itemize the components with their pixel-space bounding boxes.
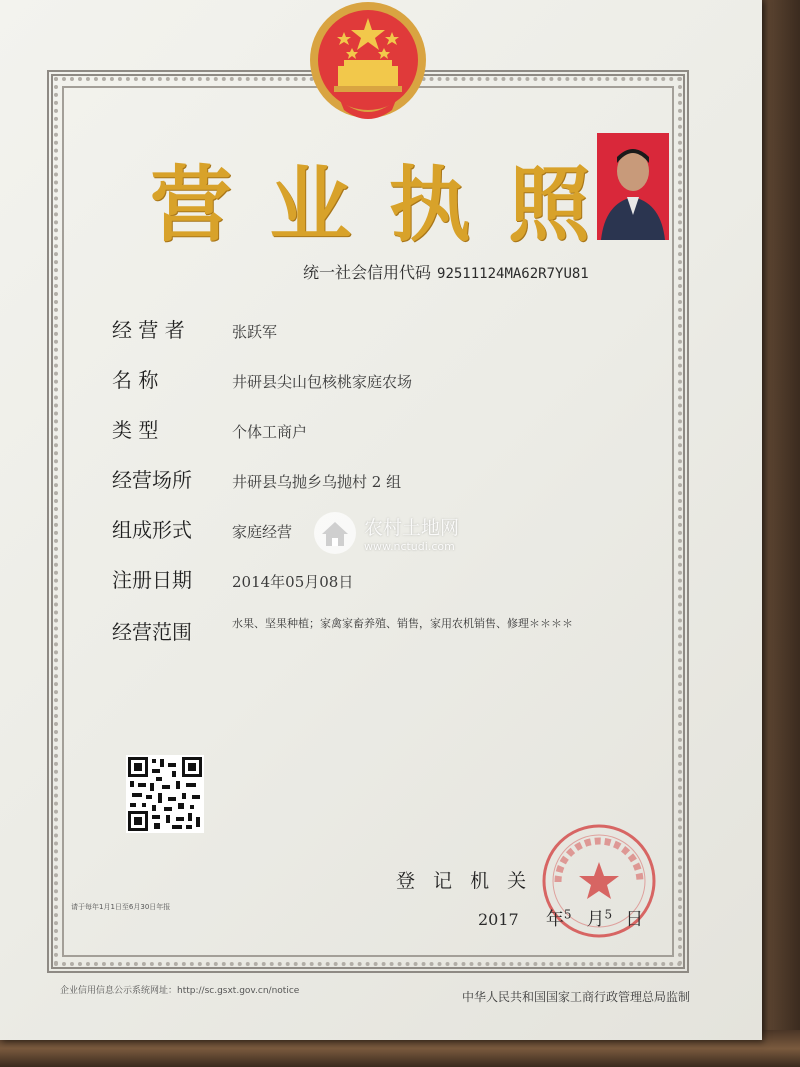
day-unit: 日 — [625, 909, 644, 930]
title-char: 照 — [507, 158, 590, 253]
credit-code-value: 92511124MA62R7YU81 — [437, 266, 589, 282]
month-unit: 月 — [586, 909, 605, 930]
field-row-scope — [112, 616, 612, 645]
field-value: 个体工商户 — [232, 423, 308, 441]
issue-year: 2017 — [478, 910, 519, 929]
qr-code-icon — [126, 755, 204, 833]
field-value: 2014年05月08日 — [232, 573, 354, 591]
issue-day: 5 — [604, 907, 613, 922]
credit-code-label: 统一社会信用代码 — [303, 263, 432, 282]
field-row-form — [112, 514, 292, 543]
field-row-operator — [112, 314, 277, 343]
field-row-address — [112, 464, 401, 493]
watermark — [314, 512, 459, 554]
registration-authority-label: 登 记 机 关 — [396, 870, 533, 892]
national-emblem-icon — [300, 0, 436, 128]
field-label: 组成形式 — [112, 518, 192, 542]
field-label: 类 型 — [112, 418, 159, 442]
annual-report-notice: 请于每年1月1日至6月30日年报 — [71, 903, 171, 911]
watermark-name: 农村土地网 — [364, 517, 460, 539]
watermark-url: www.nctudi.com — [364, 540, 455, 553]
license-title — [150, 140, 590, 257]
issue-month: 5 — [563, 907, 572, 922]
title-char: 执 — [388, 158, 471, 253]
owner-photo — [597, 133, 669, 240]
field-row-type — [112, 414, 307, 443]
field-row-reg-date — [112, 564, 353, 593]
footer-website: 企业信用信息公示系统网址：http://sc.gsxt.gov.cn/notice — [60, 986, 300, 996]
title-char: 业 — [269, 158, 352, 253]
year-unit: 年 — [545, 909, 564, 930]
field-label: 经营场所 — [112, 468, 192, 492]
field-value: 井研县乌抛乡乌抛村 2 组 — [232, 473, 402, 491]
field-value: 张跃军 — [232, 323, 278, 341]
footer-issuer: 中华人民共和国国家工商行政管理总局监制 — [462, 990, 691, 1004]
field-label: 经 营 者 — [112, 318, 185, 342]
field-row-name — [112, 364, 412, 393]
field-value: 家庭经营 — [232, 523, 293, 541]
field-label: 注册日期 — [112, 568, 192, 592]
credit-code-line — [303, 260, 589, 283]
field-label: 经营范围 — [112, 620, 192, 644]
field-value: 井研县尖山包核桃家庭农场 — [232, 373, 413, 391]
issue-date — [478, 905, 643, 931]
house-logo-icon — [314, 512, 356, 554]
field-value: 水果、坚果种植；家禽家畜养殖、销售，家用农机销售、修理＊＊＊＊ — [232, 617, 573, 630]
field-label: 名 称 — [112, 368, 159, 392]
title-char: 营 — [150, 158, 233, 253]
